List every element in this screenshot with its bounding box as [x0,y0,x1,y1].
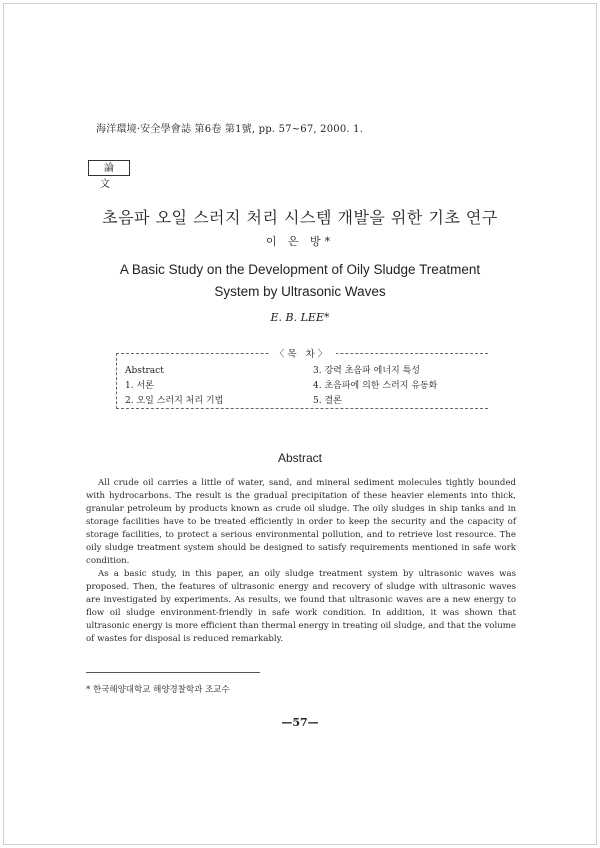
toc-item: 1. 서론 [125,381,154,391]
title-korean: 초음파 오일 스러지 처리 시스템 개발을 위한 기초 연구 [102,208,498,227]
abstract-heading: Abstract [277,451,322,465]
article-type-label: 論 文 [88,160,130,176]
toc-item: 2. 오일 스러지 처리 기법 [125,396,224,406]
toc-item: 3. 강력 초음파 에너지 특성 [313,366,420,376]
title-english-line-2: System by Ultrasonic Waves [214,284,386,299]
toc-title [117,346,488,360]
toc-item: Abstract [125,366,164,376]
title-english [100,259,500,303]
table-of-contents [116,349,488,409]
abstract-body [86,477,516,646]
toc-title-text: 〈목 차〉 [269,349,336,360]
page-number: —57— [281,716,319,729]
footnote-divider [86,672,260,673]
author-korean: 이 은 방* [265,235,335,248]
abstract-paragraph: All crude oil carries a little of water, sand, and mineral sediment molecules tightly bounded with hydrocarbons. The result is the gradual precipitation of these heavier elements into thick, granular petroleum by products known as crude oil sludge. The oily sludges in ship tanks and in storage facilities have to be treated efficiently in order to keep the security and the capacity of storage facilities, to protect a serious environmental pollution, and to retrieve lost resource. The oily sludge treatment system should be designed to satisfy requirements mentioned in safe work condition. [86,478,516,566]
toc-left-column [125,364,223,409]
toc-right-column [313,364,437,409]
title-english-line-1: A Basic Study on the Development of Oily Sludge Treatment [119,262,481,277]
toc-item: 4. 초음파에 의한 스러지 유동화 [313,381,438,391]
footnote: * 한국해양대학교 해양경찰학과 조교수 [86,685,230,695]
author-english: E. B. LEE* [270,311,330,324]
toc-item: 5. 결론 [313,396,342,406]
journal-header: 海洋環境·安全學會誌 第6卷 第1號, pp. 57~67, 2000. 1. [96,124,364,135]
abstract-paragraph: As a basic study, in this paper, an oily sludge treatment system by ultrasonic waves was proposed. Then, the features of ultrasonic energy and recovery of sludge with ultrasonic waves are investigated by experiments. As results, we found that ultrasonic waves are a new energy to flow oil sludge environment-friendly in safe work condition. In addition, it was shown that ultrasonic energy is more efficient than thermal energy in treating oil sludge, and that the volume of wastes for disposal is reduced remarkably. [86,569,516,644]
